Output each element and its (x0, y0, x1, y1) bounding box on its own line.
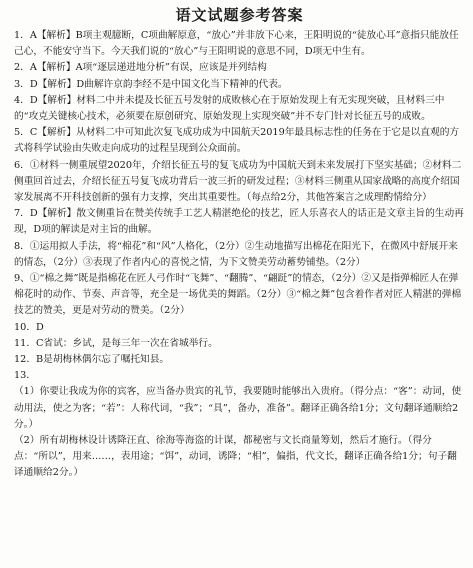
answer-9: 9、①“棉之舞”既是指棉花在匠人弓作时“飞舞”、“翻腾”、“翩跹”的情态，（2分）②又是指弹棉匠人在弹棉花时的动作、节奏、声音等，充全是一场优美的舞蹈。（2分）③“棉之舞”包含着作者对匠人精湛的弹棉技艺的赞美，更是对劳动的赞美。（2分） (14, 273, 462, 317)
answer-7: 7．D【解析】散文侧重旨在赞美传统手工艺人精湛绝伦的技艺，匠人乐喜衣人的话正是文章主旨的生动再现，D项的解读是对主旨的曲解。 (14, 208, 464, 236)
answer-4: 4．D【解析】材料二中并未提及长征五号发射的成败核心在于原始发现上有无实现突破，且材料三中的“攻克关键核心技术，必须要在原创研究、原始发现上实现突破”并不专门针对长征五号的成败。 (14, 94, 445, 123)
answer-6: 6．①材料一侧重展望2020年，介绍长征五号的复飞成功为中国航天到未来发展打下坚实基础；②材料二侧重回首过去，介绍长征五号复飞成功背后一波三折的研发过程；③材料三侧重从国家战略的高度介绍国家发展离不开科技创新的强有力支撑，突出其重要性。（每点给2分，其他答案言之成理酌情给分） (14, 159, 462, 204)
answer-13-part-1: （1）你要让我成为你的宾客，应当备办贵宾的礼节，我要随时能够出入贵府。（得分点：“客”：动词，使动用法，使之为客；“若”：人称代词，“我”；“具”，备办，准备”。翻译正确各给1分；文句翻译通顺给2分。） (14, 386, 462, 430)
answer-13: 13． (14, 370, 37, 382)
answer-13-part-2: （2）所有胡梅林设计诱降汪直、徐海等海盗的计谋，都秘密与文长商量筹划，然后才施行。（得分点：“所以”，用来……，表用途；“饵”，动词，诱降；“相”，偏指，代文长，翻译正确各给1分；句子翻译通顺给2分。） (14, 435, 457, 479)
answer-2: 2．A【解析】A项“逐层递进地分析”有误，应该是并列结构 (14, 62, 267, 74)
answer-3: 3．D【解析】D曲解许京韵李经不是中国文化当下精神的代表。 (14, 78, 288, 90)
answer-5: 5．C【解析】从材料二中可知此次复飞成功成为中国航天2019年最具标志性的任务在于它是以直观的方式将科学试验由失败走向成功的过程呈现到公众面前。 (14, 127, 460, 155)
answer-12: 12．B是胡梅林偶尔忘了嘱托知县。 (14, 354, 170, 366)
answer-8: 8．①运用拟人手法，将“棉花”和“风”人格化，（2分）②生动地描写出棉花在阳光下，在微风中舒展开来的情态，（2分）③表现了作者内心的喜悦之情，为下文赞美劳动蓄势铺垫。（2分） (14, 240, 458, 268)
page-title: 语文试题参考答案 (175, 6, 304, 24)
answer-body (14, 28, 465, 482)
answer-1: 1．A【解析】B项主观臆断，C项曲解原意，“放心”并非放下心来，王阳明说的“徒放心耳”意指只能放任己心，不能安守当下。今天我们说的“放心”与王阳明说的意思不同，D项无中生有。 (14, 30, 459, 58)
answer-10: 10．D (14, 321, 44, 333)
answer-11: 11．C省试：乡试，是每三年一次在省城举行。 (14, 337, 218, 349)
